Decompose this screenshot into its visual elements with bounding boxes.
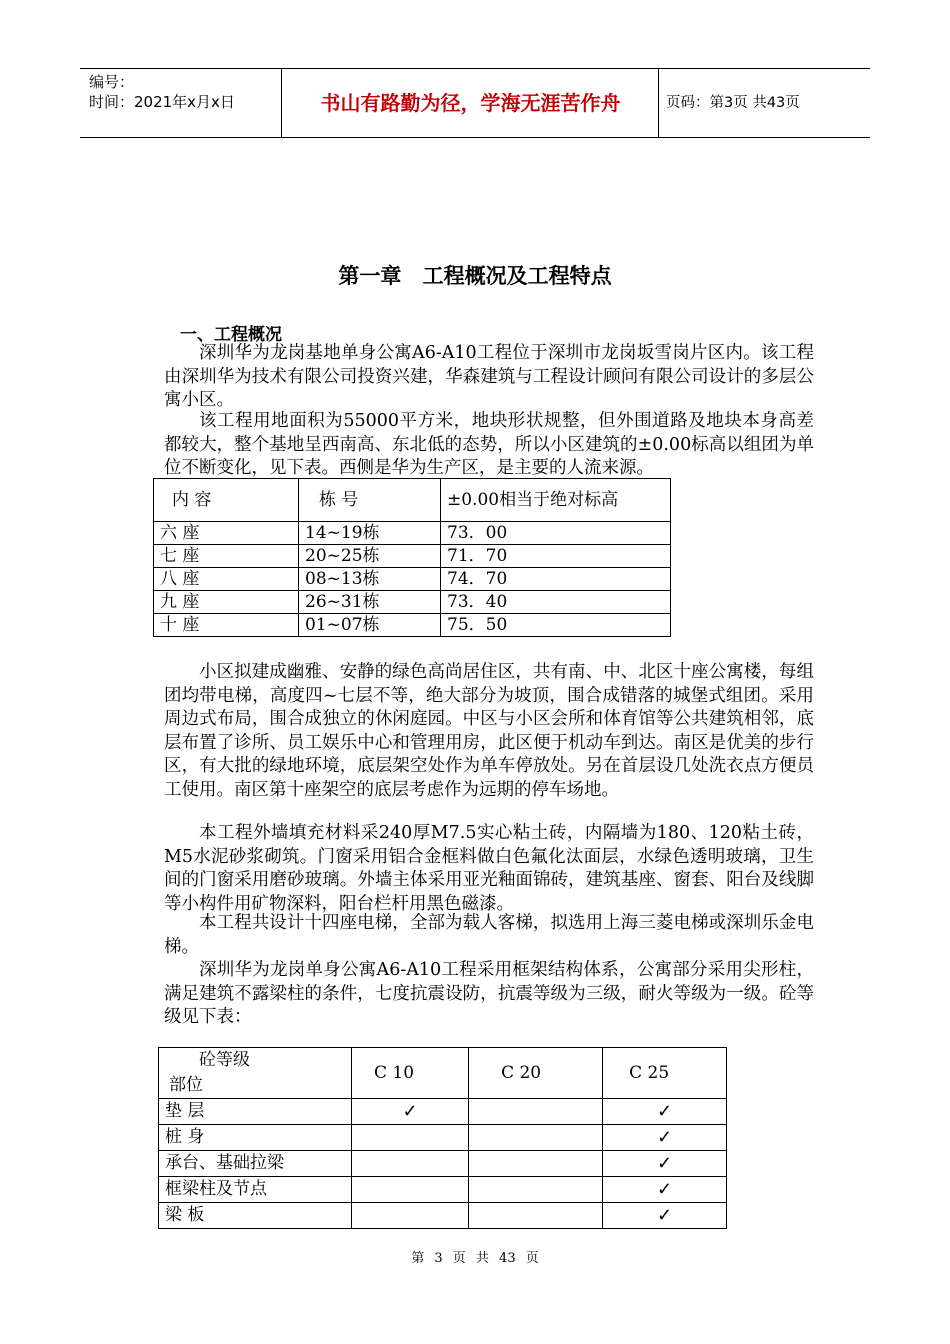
table-cell — [352, 1203, 469, 1229]
page-footer: 第 3 页 共 43 页 — [411, 1251, 539, 1266]
table-corner-cell — [159, 1048, 352, 1099]
table-cell: 垫 层 — [159, 1099, 352, 1125]
paragraph-materials: 本工程外墙填充材料采240厚M7.5实心粘土砖，内隔墙为180、120粘土砖，M5水泥砂浆砌筑。门窗采用铝合金框料做白色氟化汰面层，水绿色透明玻璃，卫生间的门窗采用磨砂玻璃。外墙主体采用亚光釉面锦砖，建筑基座、窗套、阳台及线脚等小构件用矿物深料，阳台栏杆用黑色磁漆。 — [164, 823, 814, 914]
table-cell — [469, 1099, 603, 1125]
table-cell: 桩 身 — [159, 1125, 352, 1151]
paragraph-elevators: 本工程共设计十四座电梯，全部为载人客梯，拟选用上海三菱电梯或深圳乐金电梯。 — [164, 913, 814, 957]
table-cell: 框梁柱及节点 — [159, 1177, 352, 1203]
check-icon: ✓ — [603, 1151, 727, 1177]
table-cell: 六 座 — [154, 522, 299, 545]
table-row — [154, 545, 671, 568]
table-header-cell: ±0.00相当于绝对标高 — [441, 479, 671, 522]
table-cell — [469, 1125, 603, 1151]
table-cell: 八 座 — [154, 568, 299, 591]
elevation-table — [153, 478, 671, 637]
table-cell: 08~13栋 — [299, 568, 441, 591]
page-header — [80, 68, 870, 138]
table-cell: 75．50 — [441, 614, 671, 637]
table-cell — [469, 1151, 603, 1177]
table-header-row — [154, 479, 671, 522]
header-meta — [80, 69, 282, 137]
check-icon: ✓ — [603, 1203, 727, 1229]
table-row — [154, 591, 671, 614]
table-cell — [469, 1177, 603, 1203]
table-cell: 01~07栋 — [299, 614, 441, 637]
check-icon: ✓ — [603, 1125, 727, 1151]
paragraph-site: 该工程用地面积为55000平方米，地块形状规整，但外围道路及地块本身高差都较大，整个基地呈西南高、东北低的态势，所以小区建筑的±0.00标高以组团为单位不断变化，见下表。西侧是华为生产区，是主要的人流来源。 — [164, 411, 814, 478]
table-cell: 26~31栋 — [299, 591, 441, 614]
table-cell: 九 座 — [154, 591, 299, 614]
check-icon: ✓ — [603, 1099, 727, 1125]
table-cell: 承台、基础拉梁 — [159, 1151, 352, 1177]
table-cell: 十 座 — [154, 614, 299, 637]
header-motto: 书山有路勤为径，学海无涯苦作舟 — [283, 69, 659, 137]
table-cell — [352, 1125, 469, 1151]
table-cell: 14~19栋 — [299, 522, 441, 545]
table-row — [154, 614, 671, 637]
table-row — [159, 1151, 727, 1177]
table-header-cell: C 25 — [603, 1048, 727, 1099]
table-cell — [469, 1203, 603, 1229]
section-title: 一、工程概况 — [180, 325, 282, 345]
header-page-label: 页码：第3页 共43页 — [666, 95, 800, 111]
check-icon: ✓ — [352, 1099, 469, 1125]
table-cell: 20~25栋 — [299, 545, 441, 568]
table-cell: 梁 板 — [159, 1203, 352, 1229]
table-row — [159, 1203, 727, 1229]
table-header-cell: 内 容 — [154, 479, 299, 522]
table-cell: 73．00 — [441, 522, 671, 545]
table-row — [154, 522, 671, 545]
corner-part-label: 部位 — [169, 1075, 203, 1095]
table-row — [154, 568, 671, 591]
table-header-cell: C 20 — [469, 1048, 603, 1099]
table-cell: 七 座 — [154, 545, 299, 568]
table-header-row — [159, 1048, 727, 1099]
corner-grade-label: 砼等级 — [199, 1050, 250, 1070]
table-cell: 74．70 — [441, 568, 671, 591]
paragraph-structure: 深圳华为龙岗单身公寓A6-A10工程采用框架结构体系，公寓部分采用尖形柱，满足建筑不露梁柱的条件，七度抗震设防，抗震等级为三级，耐火等级为一级。砼等级见下表： — [164, 960, 814, 1027]
table-row — [159, 1099, 727, 1125]
table-header-cell: 栋 号 — [299, 479, 441, 522]
header-number-label: 编号： — [89, 73, 135, 91]
table-cell — [352, 1177, 469, 1203]
header-time-label: 时间：2021年x月x日 — [89, 93, 235, 111]
check-icon: ✓ — [603, 1177, 727, 1203]
chapter-title: 第一章 工程概况及工程特点 — [338, 264, 612, 288]
table-row — [159, 1125, 727, 1151]
table-cell: 71．70 — [441, 545, 671, 568]
table-cell: 73．40 — [441, 591, 671, 614]
concrete-grade-table — [158, 1047, 727, 1229]
paragraph-intro: 深圳华为龙岗基地单身公寓A6-A10工程位于深圳市龙岗坂雪岗片区内。该工程由深圳华为技术有限公司投资兴建，华森建筑与工程设计顾问有限公司设计的多层公寓小区。 — [164, 343, 814, 410]
table-cell — [352, 1151, 469, 1177]
paragraph-layout: 小区拟建成幽雅、安静的绿色高尚居住区，共有南、中、北区十座公寓楼，每组团均带电梯，高度四~七层不等，绝大部分为坡顶，围合成错落的城堡式组团。采用周边式布局，围合成独立的休闲庭园。中区与小区会所和体育馆等公共建筑相邻，底层布置了诊所、员工娱乐中心和管理用房，此区便于机动车到达。南区是优美的步行区，有大批的绿地环境，底层架空处作为单车停放处。另在首层设几处洗衣点方便员工使用。南区第十座架空的底层考虑作为远期的停车场地。 — [164, 662, 814, 800]
table-header-cell: C 10 — [352, 1048, 469, 1099]
table-row — [159, 1177, 727, 1203]
